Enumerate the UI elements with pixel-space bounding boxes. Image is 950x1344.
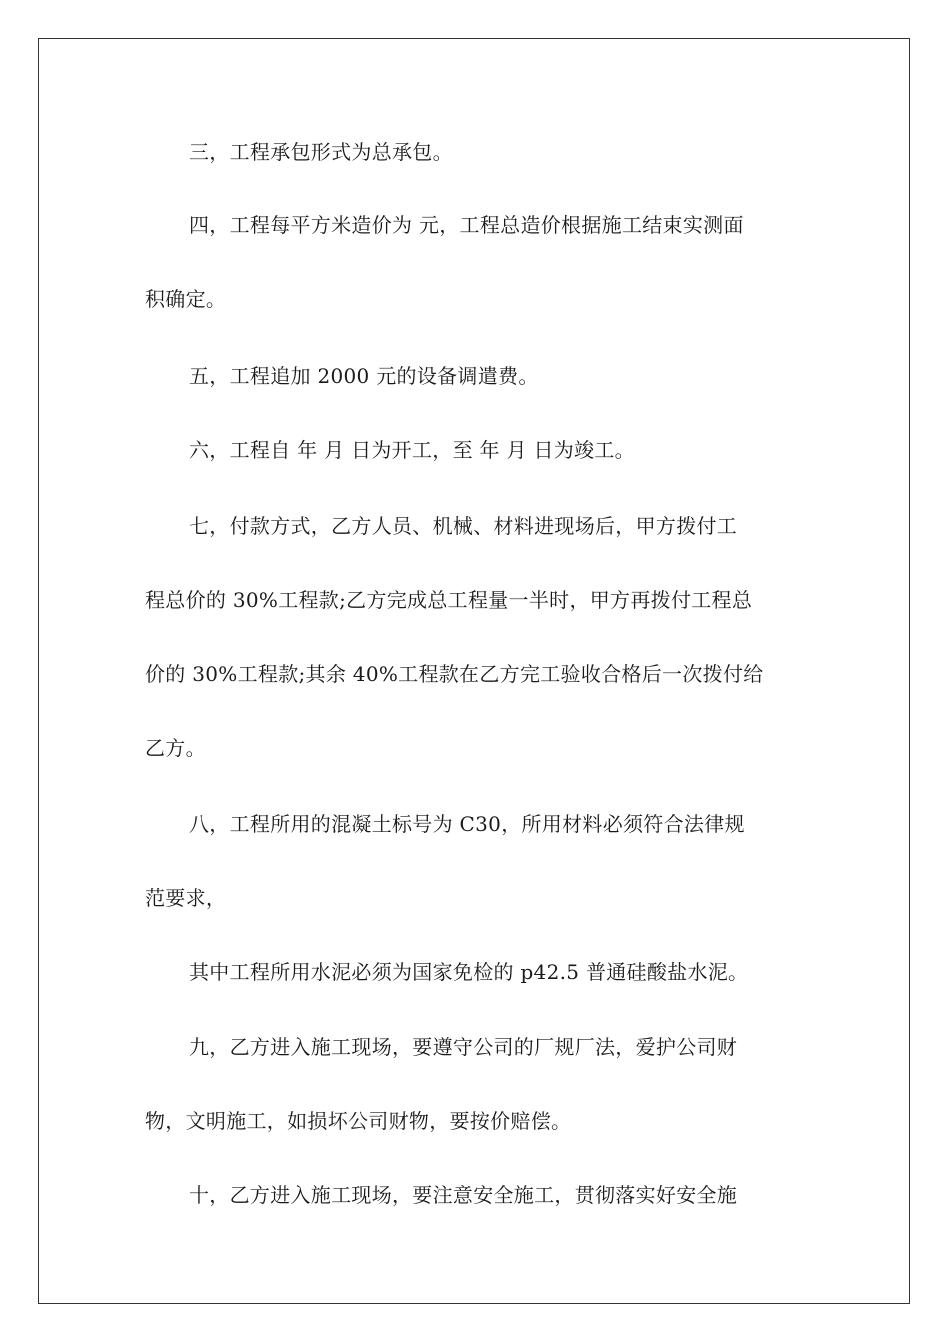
clause-8-line-3: 其中工程所用水泥必须为国家免检的 p42.5 普通硅酸盐水泥。 [189, 960, 749, 984]
clause-7-line-3: 价的 30%工程款;其余 40%工程款在乙方完工验收合格后一次拨付给 [145, 662, 764, 686]
clause-8-line-2: 范要求， [145, 886, 227, 910]
clause-8-line-1: 八，工程所用的混凝土标号为 C30，所用材料必须符合法律规 [189, 812, 745, 836]
clause-6-line-1: 六，工程自 年 月 日为开工，至 年 月 日为竣工。 [189, 438, 635, 462]
clause-7-line-2: 程总价的 30%工程款;乙方完成总工程量一半时，甲方再拨付工程总 [145, 588, 753, 612]
clause-7-line-1: 七，付款方式，乙方人员、机械、材料进现场后，甲方拨付工 [189, 514, 738, 538]
clause-4-line-1: 四，工程每平方米造价为 元，工程总造价根据施工结束实测面 [189, 213, 744, 237]
clause-9-line-1: 九，乙方进入施工现场，要遵守公司的厂规厂法，爱护公司财 [189, 1035, 738, 1059]
clause-3-line-1: 三，工程承包形式为总承包。 [189, 140, 453, 164]
clause-10-line-1: 十，乙方进入施工现场，要注意安全施工，贯彻落实好安全施 [189, 1183, 738, 1207]
clause-9-line-2: 物，文明施工，如损坏公司财物，要按价赔偿。 [145, 1109, 572, 1133]
clause-4-line-2: 积确定。 [145, 287, 227, 311]
clause-5-line-1: 五，工程追加 2000 元的设备调遣费。 [189, 364, 539, 388]
clause-7-line-4: 乙方。 [145, 736, 206, 760]
